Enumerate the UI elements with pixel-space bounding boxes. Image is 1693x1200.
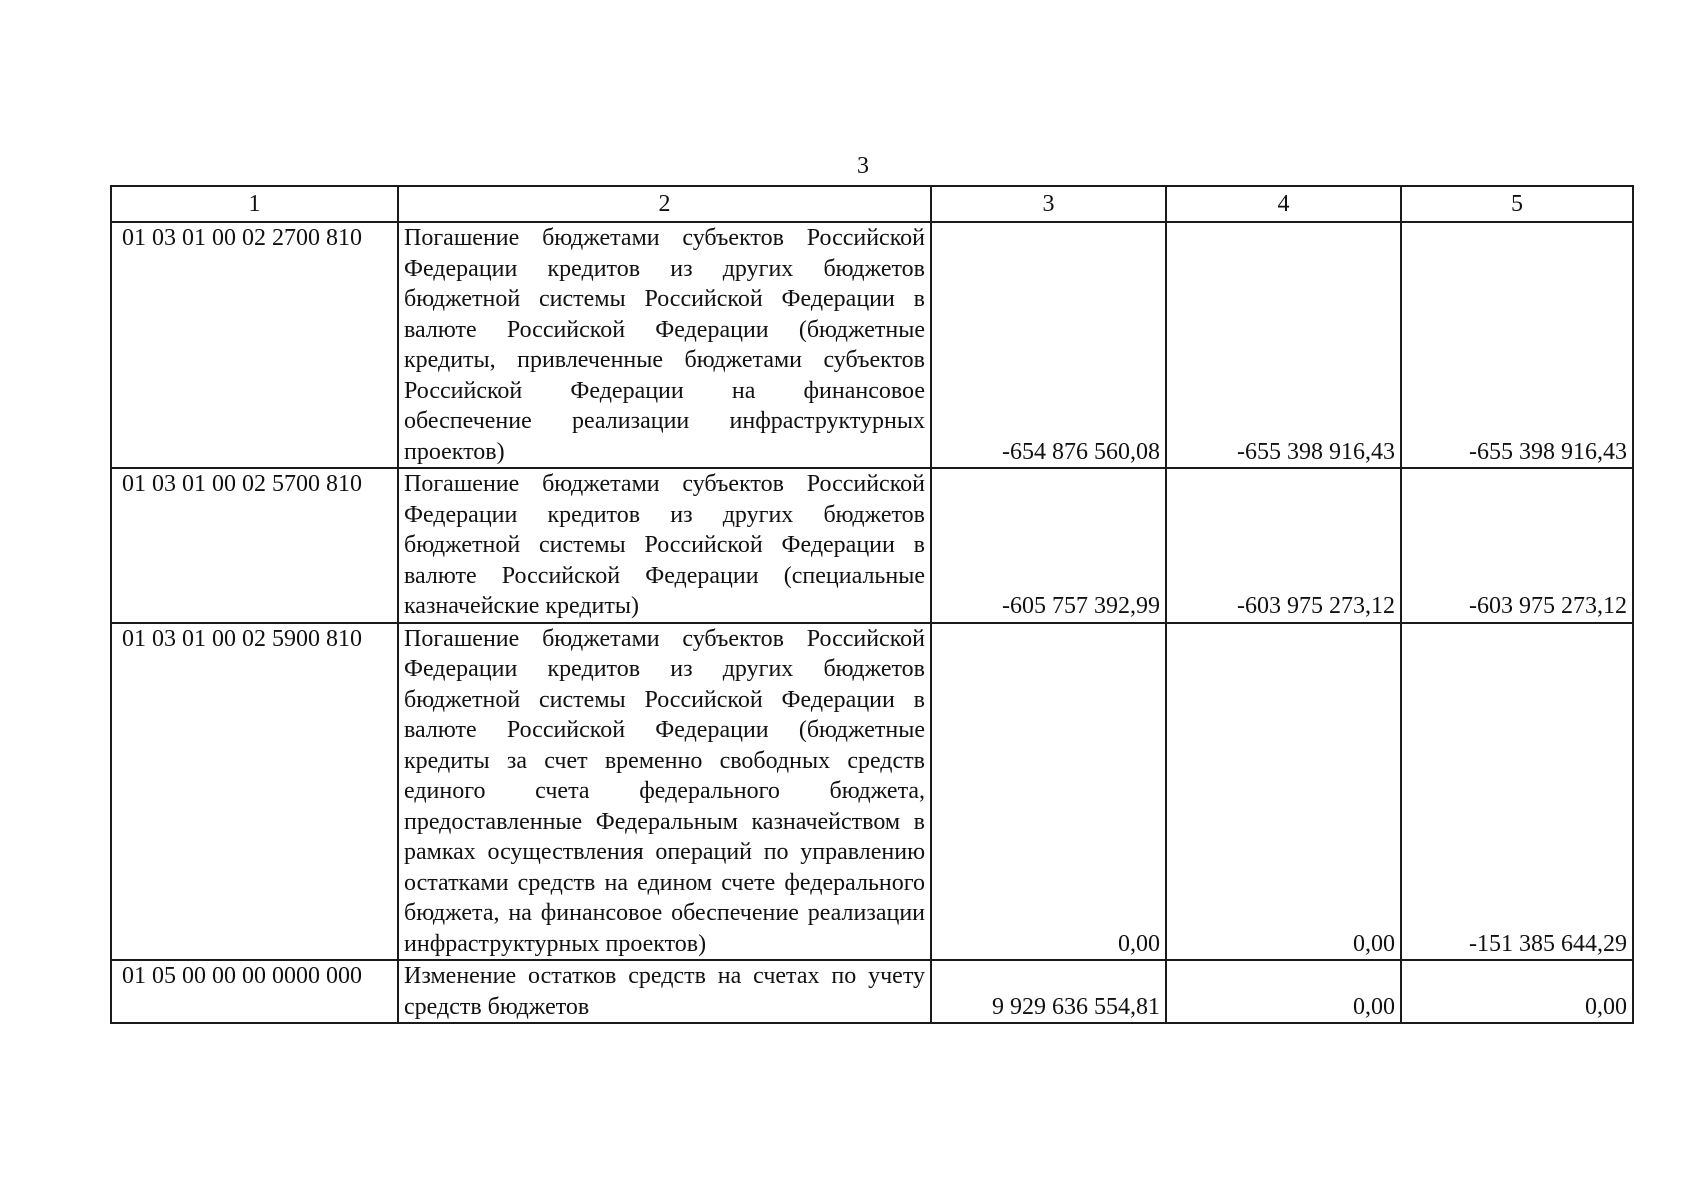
- budget-code: 01 05 00 00 00 0000 000: [111, 960, 398, 1023]
- amount-col5: -151 385 644,29: [1401, 623, 1633, 961]
- column-header-3: 3: [931, 186, 1166, 222]
- page-number: 3: [857, 153, 869, 179]
- column-header-4: 4: [1166, 186, 1401, 222]
- table-row: [111, 468, 1633, 623]
- table-row: [111, 623, 1633, 961]
- table-row: [111, 222, 1633, 468]
- amount-col3: -605 757 392,99: [931, 468, 1166, 623]
- amount-col4: 0,00: [1166, 623, 1401, 961]
- budget-description: Изменение остатков средств на счетах по учету средств бюджетов: [398, 960, 931, 1023]
- amount-col5: -655 398 916,43: [1401, 222, 1633, 468]
- budget-code: 01 03 01 00 02 5700 810: [111, 468, 398, 623]
- amount-col5: -603 975 273,12: [1401, 468, 1633, 623]
- budget-description: Погашение бюджетами субъектов Российской Федерации кредитов из других бюджетов бюджетной системы Российской Федерации в валюте Российской Федерации (бюджетные кредиты, привлеченные бюджетами субъектов Российской Федерации на финансовое обеспечение реализации инфраструктурных проектов): [398, 222, 931, 468]
- budget-description: Погашение бюджетами субъектов Российской Федерации кредитов из других бюджетов бюджетной системы Российской Федерации в валюте Российской Федерации (специальные казначейские кредиты): [398, 468, 931, 623]
- amount-col4: 0,00: [1166, 960, 1401, 1023]
- table-header-row: [111, 186, 1633, 222]
- amount-col3: 0,00: [931, 623, 1166, 961]
- column-header-5: 5: [1401, 186, 1633, 222]
- budget-description: Погашение бюджетами субъектов Российской Федерации кредитов из других бюджетов бюджетной системы Российской Федерации в валюте Российской Федерации (бюджетные кредиты за счет временно свободных средств единого счета федерального бюджета, предоставленные Федеральным казначейством в рамках осуществления операций по управлению остатками средств на едином счете федерального бюджета, на финансовое обеспечение реализации инфраструктурных проектов): [398, 623, 931, 961]
- budget-code: 01 03 01 00 02 2700 810: [111, 222, 398, 468]
- amount-col3: -654 876 560,08: [931, 222, 1166, 468]
- budget-table: [110, 185, 1634, 1024]
- amount-col4: -603 975 273,12: [1166, 468, 1401, 623]
- amount-col3: 9 929 636 554,81: [931, 960, 1166, 1023]
- column-header-2: 2: [398, 186, 931, 222]
- budget-code: 01 03 01 00 02 5900 810: [111, 623, 398, 961]
- table-row: [111, 960, 1633, 1023]
- amount-col5: 0,00: [1401, 960, 1633, 1023]
- amount-col4: -655 398 916,43: [1166, 222, 1401, 468]
- column-header-1: 1: [111, 186, 398, 222]
